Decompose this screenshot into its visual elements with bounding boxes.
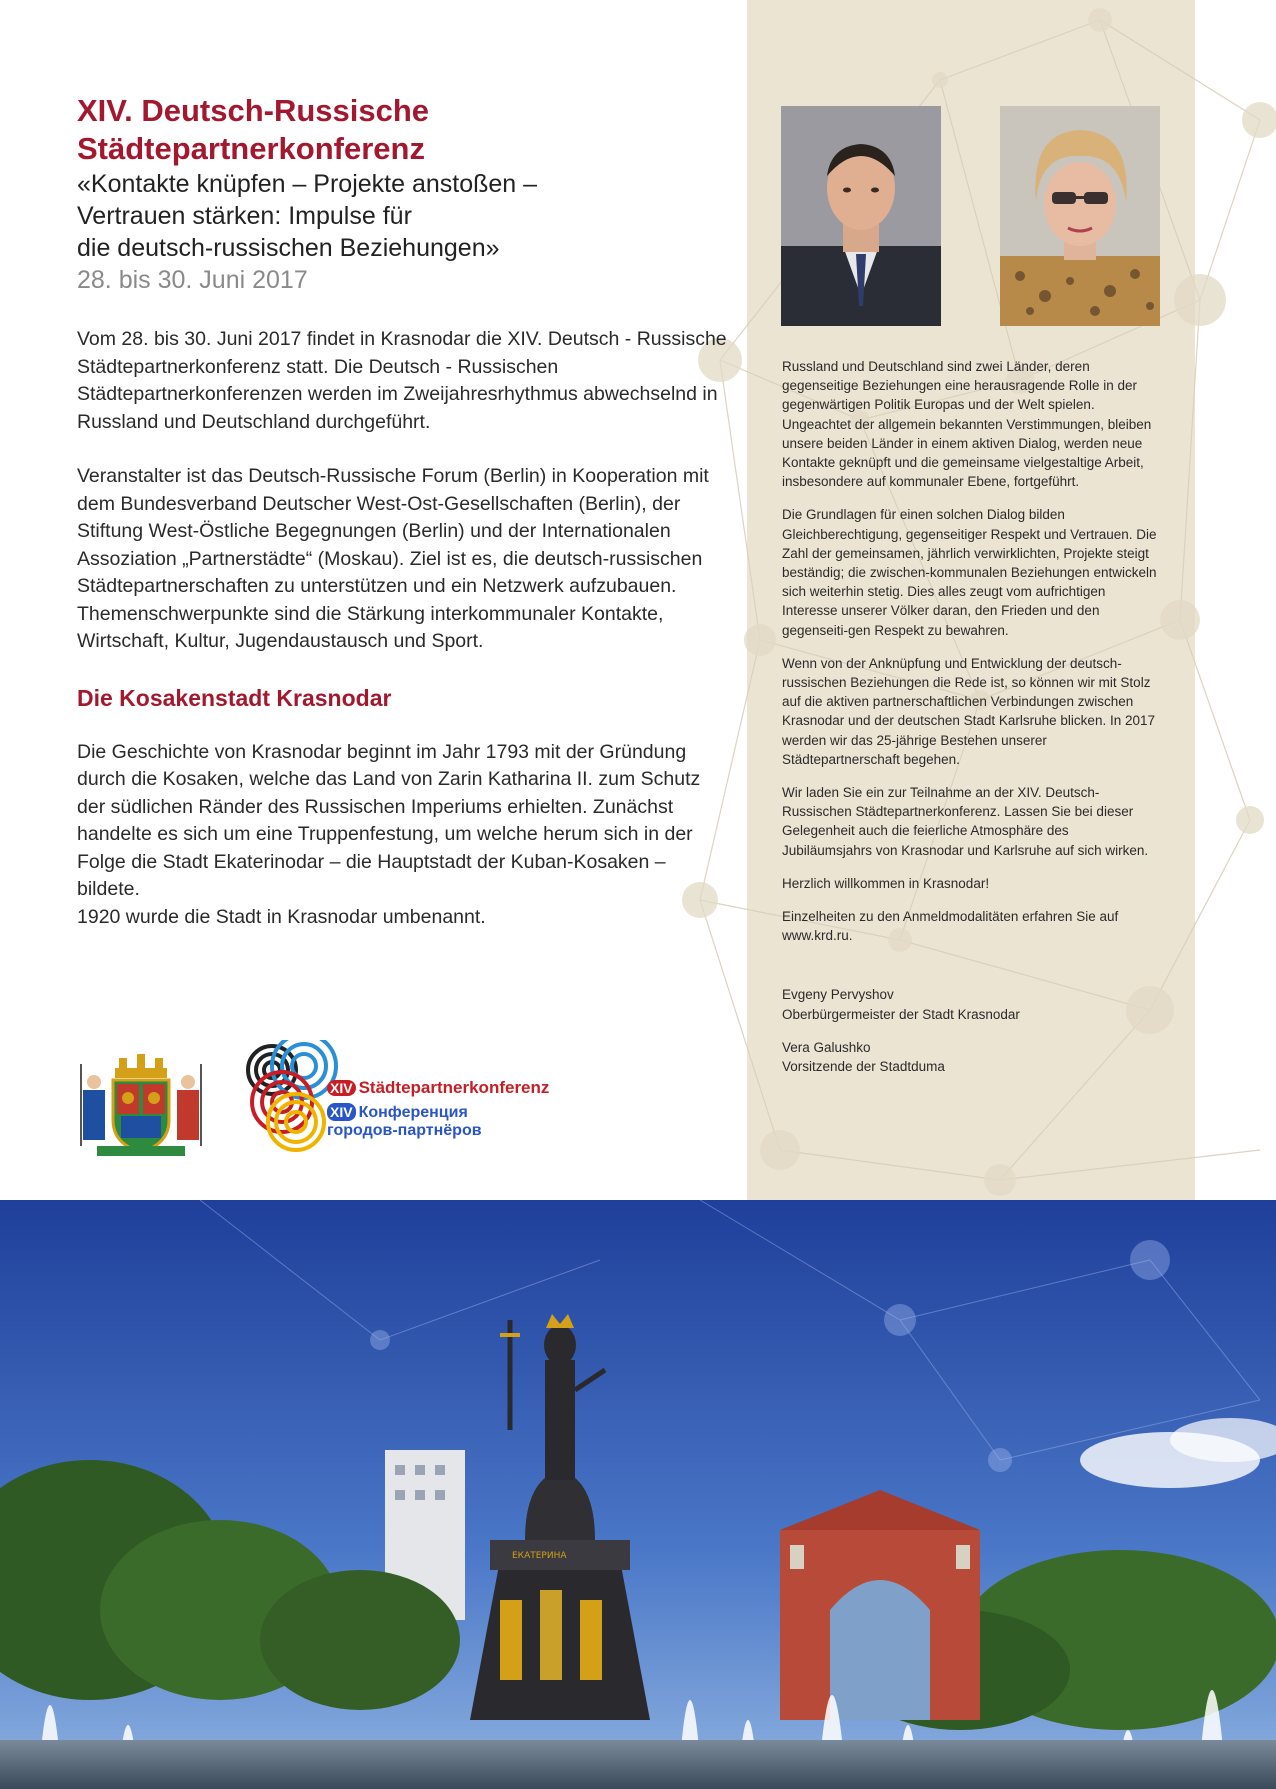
greeting-paragraph-2: Die Grundlagen für einen solchen Dialog bilden Gleichberechtigung, gegenseitiger Respekt und Vertrauen. Die Zahl der gemeinsamen, jährlich verwirklichten, Projekte steigt beständig; die zwischen-kommunalen Beziehungen entwickeln sich weiterhin stetig. Dies alles zeugt vom aufrichtigen Interesse unserer Völker daran, den Frieden und den gegenseiti-gen Respekt zu bewahren. (782, 507, 1157, 638)
logo-ru-line-1: Конференция (358, 1104, 468, 1121)
portrait-mayor (781, 106, 941, 326)
section-title: Die Kosakenstadt Krasnodar (77, 684, 392, 711)
conference-logo-de-text (327, 1078, 549, 1098)
greeting-paragraph-1: Russland und Deutschland sind zwei Länder, deren gegenseitige Beziehungen eine herausragende Rolle in der gegenwärtigen Politik Europas und der Welt spielen. Ungeachtet der allgemein bekannten Verstimmungen, bleiben unsere beiden Länder in einem aktiven Dialog, werden neue Kontakte geknüpft und die gemeinsame vielgestaltige Arbeit, insbesondere auf kommunaler Ebene, fortgeführt. (782, 359, 1152, 490)
krasnodar-monument-photo (0, 1200, 1276, 1789)
signer-1-role: Oberbürgermeister der Stadt Krasnodar (782, 1006, 1020, 1022)
intro-paragraph-2: Veranstalter ist das Deutsch-Russische Forum (Berlin) in Kooperation mit dem Bundesverband Deutscher West-Ost-Gesellschaften (Berlin), der Stiftung West-Östliche Begegnungen (Berlin) und der Internationalen Assoziation „Partnerstädte“ (Moskau). Ziel ist es, die deutsch-russischen Städtepartnerschaften zu unterstützen und ein Netzwerk aufzubauen. Themenschwerpunkte sind die Stärkung interkommunaler Kontakte, Wirtschaft, Kultur, Jugendaustausch und Sport. (77, 465, 709, 652)
logo-ru-line-2: городов-партнёров (327, 1122, 482, 1139)
roman-numeral-badge-ru: XIV (327, 1103, 356, 1121)
signatures (782, 985, 1162, 1076)
logo-de-label: Städtepartnerkonferenz (358, 1078, 550, 1097)
subtitle-line-3: die deutsch-russischen Beziehungen» (77, 234, 500, 262)
intro-paragraph-1: Vom 28. bis 30. Juni 2017 findet in Krasnodar die XIV. Deutsch - Russische Städtepartnerkonferenz statt. Die Deutsch - Russischen Städtepartnerkonferenzen werden im Zweijahresrhythmus abwechselnd in Russland und Deutschland durchgeführt. (77, 328, 727, 433)
event-dates: 28. bis 30. Juni 2017 (77, 266, 308, 294)
signer-2-role: Vorsitzende der Stadtduma (782, 1059, 945, 1075)
greeting-paragraph-3: Wenn von der Anknüpfung und Entwicklung der deutsch-russischen Beziehungen die Rede ist, so können wir mit Stolz auf die aktiven partnerschaftlichen Verbindungen zwischen Krasnodar und der deutschen Stadt Karlsruhe blicken. In 2017 werden wir das 25-jährige Bestehen unserer Städtepartnerschaft begehen. (782, 655, 1155, 767)
greeting-welcome: Herzlich willkommen in Krasnodar! (782, 875, 990, 891)
title-line-2: Städtepartnerkonferenz (77, 131, 425, 166)
page-title (77, 92, 727, 168)
logos-area (77, 1040, 597, 1160)
subtitle (77, 168, 727, 264)
history-paragraph: Die Geschichte von Krasnodar beginnt im Jahr 1793 mit der Gründung durch die Kosaken, welche das Land von Zarin Katharina II. zum Schutz der südlichen Ränder des Russischen Imperiums erhielten. Zunächst handelte es sich um eine Truppenfestung, um welche herum sich in der Folge die Stadt Ekaterinodar – die Hauptstadt der Kuban-Kosaken – bildete. (77, 740, 701, 900)
roman-numeral-badge: XIV (327, 1080, 356, 1096)
signer-2-name: Vera Galushko (782, 1039, 871, 1055)
main-text-column (77, 92, 727, 958)
portrait-duma-chair (1000, 106, 1160, 326)
greeting-column (782, 357, 1162, 1076)
coat-of-arms-icon (77, 1050, 205, 1160)
history-rename-line: 1920 wurde die Stadt in Krasnodar umbenannt. (77, 905, 486, 928)
signer-1-name: Evgeny Pervyshov (782, 987, 894, 1003)
conference-logo-ru-text (327, 1103, 482, 1140)
subtitle-line-1: «Kontakte knüpfen – Projekte anstoßen – (77, 170, 538, 198)
title-line-1: XIV. Deutsch-Russische (77, 93, 430, 128)
subtitle-line-2: Vertrauen stärken: Impulse für (77, 202, 412, 230)
greeting-registration-info: Einzelheiten zu den Anmeldmodalitäten erfahren Sie auf www.krd.ru. (782, 909, 1119, 944)
greeting-paragraph-4: Wir laden Sie ein zur Teilnahme an der XIV. Deutsch-Russischen Städtepartnerkonferenz. Lassen Sie bei dieser Gelegenheit auch die feierliche Atmosphäre des Jubiläumsjahrs von Krasnodar und Karlsruhe auf sich wirken. (782, 785, 1149, 858)
monument-inscription: ЕКАТЕРИНА (512, 1551, 567, 1561)
